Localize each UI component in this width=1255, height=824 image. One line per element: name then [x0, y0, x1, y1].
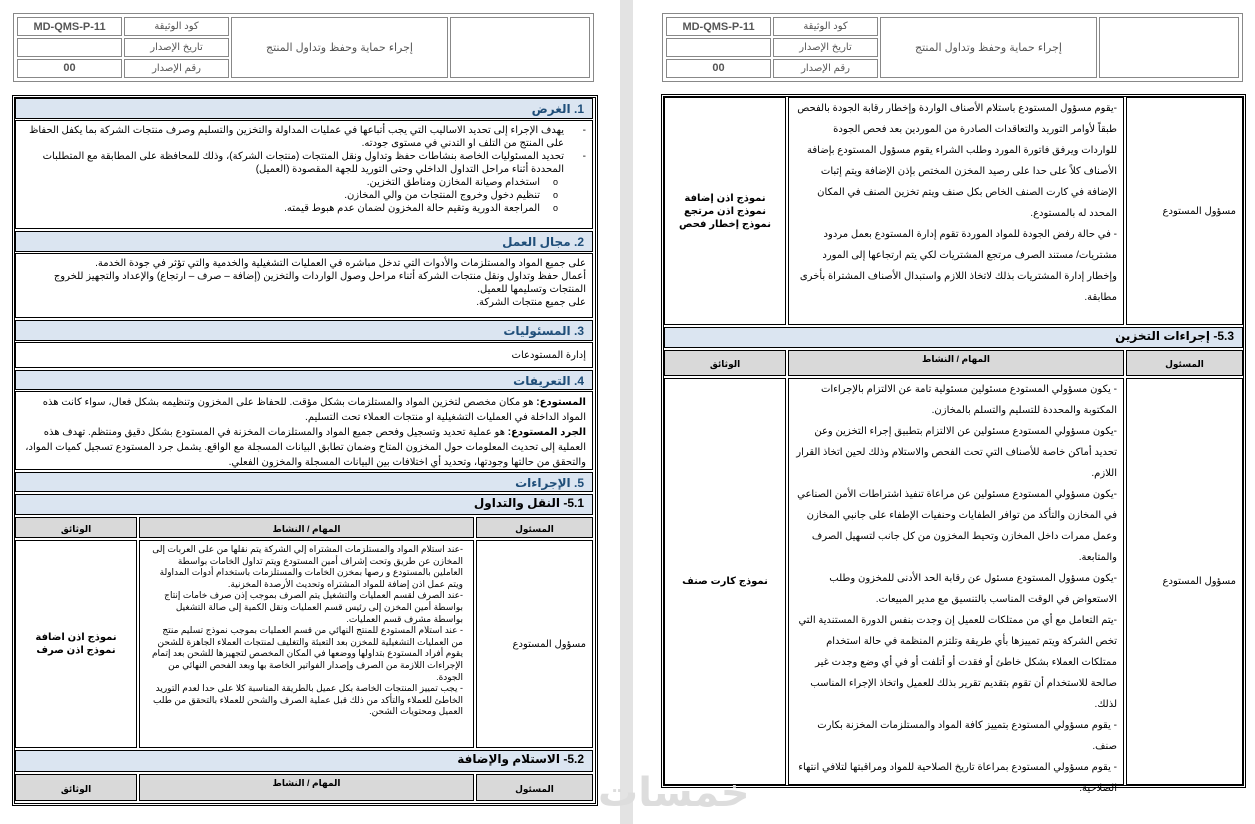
section-scope-body — [15, 253, 593, 318]
purpose-sub-bullet: o استخدام وصيانة المخازن ومناطق التخزين. — [22, 176, 540, 189]
task-item: - يقوم مسؤولي المستودع بمراعاة تاريخ الصلاحية للمواد ومراقبتها لتلافي انتهاء الصلاحية. — [798, 762, 1117, 794]
receiving-documents — [664, 97, 786, 325]
scope-line: أعمال حفظ وتداول ونقل منتجات الشركة أثناء مراحل وصول الواردات والتخزين (إضافة – صرف – ارتجاع) والإعداد والتجهيز للخروج المنتجات وتسليمها للعميل. — [53, 271, 586, 295]
issue-no-label: رقم الإصدار — [773, 59, 878, 78]
storage-tasks — [788, 378, 1124, 794]
receiving-responsible: مسؤول المستودع — [1126, 97, 1243, 325]
document-form: نموذج اذن إضافة — [684, 192, 766, 204]
task-item: - يكون مسؤولي المستودع مسئولين مسئولية تامة عن الالتزام بالإجراءات المكتوبة والمحددة للتسليم والتسلم بالمخازن. — [820, 384, 1117, 416]
storage-responsible: مسؤول المستودع — [1126, 378, 1243, 785]
responsibilities-text: إدارة المستودعات — [15, 342, 593, 368]
document-title: إجراء حماية وحفظ وتداول المنتج — [880, 17, 1097, 78]
doc-code-value: MD-QMS-P-11 — [666, 17, 771, 36]
task-item: - يجب تمييز المنتجات الخاصة بكل عميل بالطريقة المناسبة كلا على حدا لعدم التوريد الخاطئ للعملاء والتأكد من ذلك قبل عملية الصرف والشحن للعملاء بالتحقق من طلب العميل ومحتويات الشحن. — [152, 683, 463, 717]
task-item: -يقوم مسؤول المستودع باستلام الأصناف الواردة وإخطار رقابة الجودة بالفحص طبقاً لأوامر التوريد والتعاقدات الصادرة من الموردين بعد فحص الجودة للواردات ويرفق فاتورة المورد وطلب الشراء يقوم مسؤول المستودع بإضافة الأصناف كلاً على حدا على رصيد المخزن المختص بإذن الإضافة ويتم إثبات الإضافة في كارت الصنف الخاص بكل صنف ويتم تخزين الصنف في المكان المحدد له بالمستودع. — [797, 103, 1117, 219]
section-purpose-body — [15, 120, 593, 229]
storage-title: 5.3- إجراءات التخزين — [664, 327, 1243, 348]
document-header-left — [13, 13, 594, 82]
definition-text: هو مكان مخصص لتخزين المواد والمستلزمات بشكل مؤقت. للحفاظ على المخزون وتنظيمه بشكل فعال، سواء كانت هذه المواد الداخلة في العمليات التشغيلية او منتجات العملاء تحت التسليم. — [42, 397, 586, 423]
task-item: - يقوم مسؤولي المستودع بتمييز كافة المواد والمستلزمات المخزنة بكارت صنف. — [817, 720, 1117, 752]
col-header-tasks: المهام / النشاط — [788, 350, 1124, 376]
document-form: نموذج اذن صرف — [36, 645, 116, 656]
handling-tasks — [139, 540, 474, 748]
definition-term: المستودع: — [536, 397, 586, 408]
section-scope-title: 2. مجال العمل — [15, 231, 593, 252]
col-header-responsible: المسئول — [1126, 350, 1243, 376]
doc-code-label: كود الوثيقة — [124, 17, 229, 36]
col-header-documents: الوثائق — [664, 350, 786, 376]
page-divider — [620, 0, 633, 824]
issue-date-label: تاريخ الإصدار — [124, 38, 229, 56]
issue-date-value — [666, 38, 771, 56]
logo-cell — [1099, 17, 1239, 78]
document-title: إجراء حماية وحفظ وتداول المنتج — [231, 17, 448, 78]
col-header-documents: الوثائق — [15, 517, 137, 538]
task-item: -عند استلام المواد والمستلزمات المشتراه إلي الشركة يتم نقلها من على العربات إلى المخازن عن طريق وتحت إشراف أمين المستودع ويتم تداول الخامات بواسطة العاملين بالمستودع و رصها بمخزن الخامات والمستلزمات باستخدام أدوات المداولة ويتم عمل اذن إضافة للمواد المشتراه وتحديث الأرصدة المخزنية. — [152, 544, 463, 589]
issue-no-label: رقم الإصدار — [124, 59, 229, 78]
document-form: نموذج اذن اضافة — [35, 632, 117, 643]
issue-no-value: 00 — [17, 59, 122, 78]
doc-code-value: MD-QMS-P-11 — [17, 17, 122, 36]
col-header-tasks: المهام / النشاط — [139, 774, 474, 801]
doc-code-label: كود الوثيقة — [773, 17, 878, 36]
col-header-responsible: المسئول — [476, 774, 593, 801]
task-item: -يكون مسؤولي المستودع مسئولين عن مراعاة تنفيذ اشتراطات الأمن الصناعي في المخازن والتأكد من توافر الطفايات وحنفيات الإطفاء على جانبي المخازن وعمل ممرات داخل المخازن وتحيط المخزون من كل جانب لتسهيل الصرف والمتابعة. — [797, 489, 1117, 563]
section-definitions-title: 4. التعريفات — [15, 370, 593, 390]
definition-term: الجرد المستودع: — [507, 427, 586, 438]
handling-responsible: مسؤول المستودع — [476, 540, 593, 748]
task-item: - في حالة رفض الجودة للمواد الموردة تقوم إدارة المستودع بعمل مردود مشتريات/ مستند الصرف مرتجع المشتريات لكي يتم ارتجاعها إلى المورد وإخطار إدارة المشتريات بذلك لاتخاذ اللازم واستبدال الأصناف المشتراة بأخرى مطابقة. — [799, 229, 1117, 303]
task-item: -يكون مسؤولي المستودع مسئولين عن الالتزام بتطبيق إجراء التخزين وعن تحديد أماكن خاصة للأصناف التي تحت الفحص والاستلام وذلك لحين اتخاذ القرار اللازم. — [796, 426, 1117, 479]
section-responsibilities-title: 3. المسئوليات — [15, 320, 593, 341]
definition-inventory — [22, 425, 586, 470]
handling-documents — [15, 540, 137, 748]
definition-text: هو عملية تحديد وتسجيل وفحص جميع المواد والمستلزمات المخزنة في المستودع بشكل دقيق ومنتظم. تهدف هذه العملية إلى تحديث المعلومات حول المخزون المتاح وضمان تطابق البيانات المسجلة مع الواقع. يشمل جرد المستودع تسجيل كميات المواد، والتحقق من حالتها وجودتها، وتحديد أي اختلافات بين البيانات المسجلة والمخزون الفعلي. — [25, 427, 586, 468]
section-definitions-body — [15, 391, 593, 470]
issue-date-value — [17, 38, 122, 56]
purpose-sub-bullet: o المراجعة الدورية وتقيم حالة المخزون لضمان عدم هبوط قيمته. — [22, 202, 540, 215]
receiving-title: 5.2- الاستلام والإضافة — [15, 750, 593, 772]
section-purpose-title: 1. الغرض — [15, 98, 593, 119]
col-header-tasks: المهام / النشاط — [139, 517, 474, 538]
definition-warehouse — [22, 395, 586, 425]
task-item: - عند استلام المستودع للمنتج النهائي من قسم العمليات بموجب نموذج تسليم منتج من العمليات التشغيلية للمخزن بعد التعبئة والتغليف لمنتجات العملاء الجاهزة للشحن يقوم أفراد المستودع بتداولها ووضعها في المكان المخصص لتجهيزها للشحن بعد إتمام الإجراءات اللازمة من الصرف وإصدار الفواتير الخاصة بها وبعد الفحص النهائي من الجودة. — [151, 625, 463, 682]
issue-no-value: 00 — [666, 59, 771, 78]
document-header-right — [662, 13, 1243, 82]
task-item: -عند الصرف لقسم العمليات والتشغيل يتم الصرف بموجب إذن صرف خامات إنتاج بواسطة أمين المخزن إلى رئيس قسم العمليات ونقل الكمية إلى صالة التشغيل بواسطة مشرف قسم العمليات. — [164, 590, 463, 624]
receiving-tasks — [788, 97, 1124, 325]
logo-cell — [450, 17, 590, 78]
purpose-bullet: - تحديد المسئوليات الخاصة بنشاطات حفظ وتداول ونقل المنتجات (منتجات الشركة)، وذلك للمحافظة على المطابقة مع المتطلبات المحددة أثناء مراحل التداول الداخلي وحتى التوريد للجهة المقصودة (العميل) — [22, 150, 564, 176]
task-item: -يتم التعامل مع أي من ممتلكات للعميل إن وجدت بنفس الدورة المستندية التي تخص الشركة ويتم تمييزها بأي طريقة وتلتزم المنظمة في حالة استخدام ممتلكات العملاء بشكل خاطئ أو فقدت أو أتلفت أو في أي وضع وجدت غير صالحة للاستخدام أن تقوم بتقديم تقرير بذلك للعميل واتخاذ الإجراء المناسب لذلك. — [798, 615, 1117, 710]
storage-documents: نموذج كارت صنف — [664, 378, 786, 785]
document-form: نموذج إخطار فحص — [679, 218, 771, 230]
purpose-sub-bullet: o تنظيم دخول وخروج المنتجات من والي المخازن. — [22, 189, 540, 202]
watermark: خمسات — [598, 771, 750, 815]
col-header-documents: الوثائق — [15, 774, 137, 801]
document-form: نموذج اذن مرتجع — [684, 205, 766, 217]
scope-line: على جميع منتجات الشركة. — [476, 297, 586, 308]
handling-title: 5.1- النقل والتداول — [15, 494, 593, 515]
col-header-responsible: المسئول — [476, 517, 593, 538]
purpose-bullet: - يهدف الإجراء إلى تحديد الاساليب التي يجب أتباعها في عمليات المداولة والتخزين والتسليم وصرف منتجات الشركة بما يكفل الحفاظ على المنتج من التلف او التدني في مستوى جودته. — [22, 124, 564, 150]
section-procedures-title: 5. الإجراءات — [15, 472, 593, 492]
task-item: -يكون مسؤول المستودع مسئول عن رقابة الحد الأدنى للمخزون وطلب الاستعواض في الوقت المناسب بالتنسيق مع مدير المبيعات. — [829, 573, 1117, 605]
scope-line: على جميع المواد والمستلزمات والأدوات التي تدخل مباشره في العمليات التشغيلية والخدمية والتي تؤثر في جودة الخدمة. — [95, 258, 586, 269]
issue-date-label: تاريخ الإصدار — [773, 38, 878, 56]
